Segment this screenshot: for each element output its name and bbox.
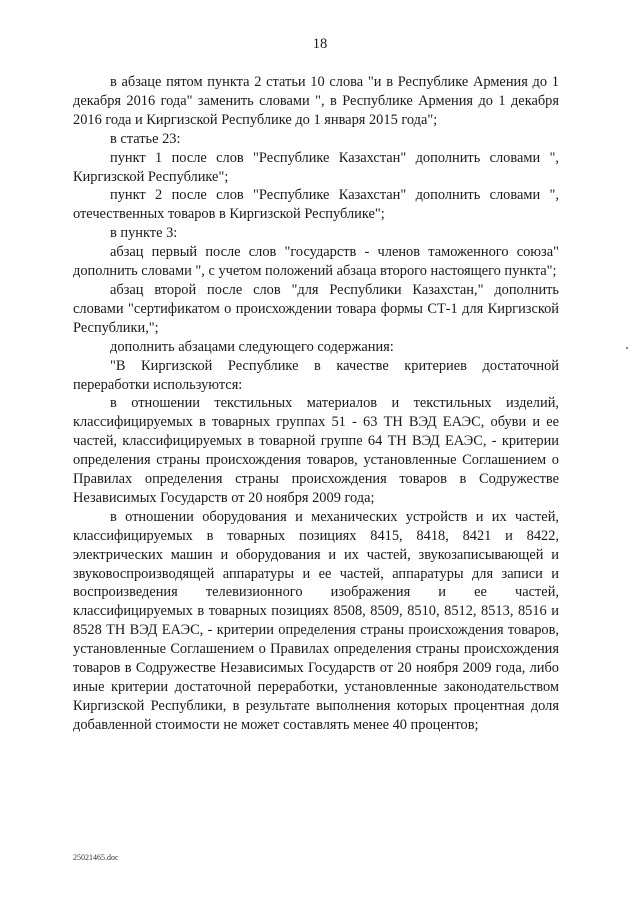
page-number: 18	[312, 36, 328, 52]
paragraph: в отношении текстильных материалов и текстильных изделий, классифицируемых в товарных группах 51 - 63 ТН ВЭД ЕАЭС, обуви и ее частей, классифицируемых в товарной группе 64 ТН ВЭД ЕАЭС, - критерии определения страны происхождения товаров, установленные Соглашением о Правилах определения страны происхождения товаров в Содружестве Независимых Государств от 20 ноября 2009 года;	[73, 395, 559, 506]
footer-file-code: 25021465.doc	[73, 853, 119, 862]
paragraph: абзац второй после слов "для Республики Казахстан," дополнить словами "сертификатом о происхождении товара формы СТ-1 для Киргизской Республики,";	[73, 281, 559, 336]
paragraph: дополнить абзацами следующего содержания:	[110, 338, 394, 355]
paragraph: пункт 1 после слов "Республике Казахстан" дополнить словами ", Киргизской Республике";	[73, 149, 559, 185]
paragraph: в статье 23:	[110, 130, 181, 147]
document-body	[73, 73, 559, 735]
paragraph: в абзаце пятом пункта 2 статьи 10 слова "и в Республике Армения до 1 декабря 2016 года" заменить словами ", в Республике Армения до 1 декабря 2016 года и Киргизской Республике до 1 января 2015 года";	[73, 74, 559, 128]
paragraph: абзац первый после слов "государств - членов таможенного союза" дополнить словами ", с учетом положений абзаца второго настоящего пункта";	[73, 244, 559, 280]
scan-speck	[626, 347, 628, 349]
paragraph: пункт 2 после слов "Республике Казахстан" дополнить словами ", отечественных товаров в Киргизской Республике";	[73, 187, 559, 223]
paragraph: в пункте 3:	[110, 225, 178, 242]
paragraph: в отношении оборудования и механических устройств и их частей, классифицируемых в товарных позициях 8415, 8418, 8421 и 8422, электрических машин и оборудования и их частей, звукозаписывающей и звуковоспроизводящей аппаратуры и ее частей, аппаратуры для записи и воспроизведения телевизионного изображения и ее частей, классифицируемых в товарных позициях 8508, 8509, 8510, 8512, 8513, 8516 и 8528 ТН ВЭД ЕАЭС, - критерии определения страны происхождения товаров, установленные Соглашением о Правилах определения страны происхождения товаров в Содружестве Независимых Государств от 20 ноября 2009 года, либо иные критерии достаточной переработки, установленные законодательством Киргизской Республики, в результате выполнения которых процентная доля добавленной стоимости не может составлять менее 40 процентов;	[73, 508, 559, 733]
paragraph: "В Киргизской Республике в качестве критериев достаточной переработки используются:	[73, 357, 559, 393]
